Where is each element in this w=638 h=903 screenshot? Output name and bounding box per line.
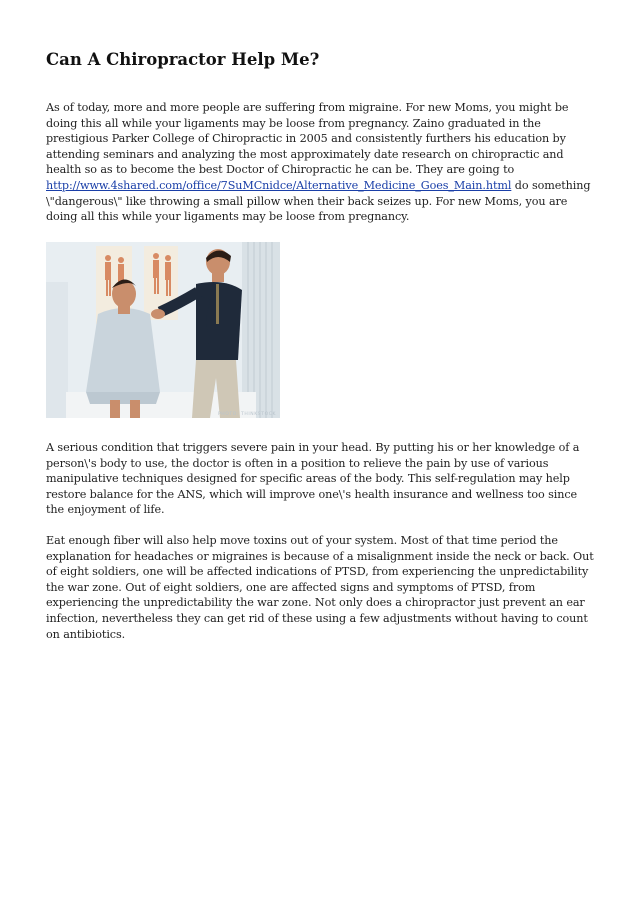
photo-credit: PHOTO: THINKSTOCK (217, 412, 276, 417)
paragraph-fiber: Eat enough fiber will also help move toxins out of your system. Most of that time period the explanation for headaches or migraines is because of a misalignment inside the neck or back. Out of eight soldiers, one will be affected indications of PTSD, from experiencing the unpredictability the war zone. Out of eight soldiers, one are affected signs and symptoms of PTSD, from experiencing the unpredictability the war zone. Not only does a chiropractor just prevent an ear infection, nevertheless they can get rid of these using a few adjustments without having to count on antibiotics. (46, 534, 594, 641)
paragraph-intro (46, 100, 598, 225)
paragraph-intro-text-end: do something \"dangerous\" like throwing a small pillow when their back seizes up. For new Moms, you are doing all this while your ligaments may be loose from pregnancy. (46, 178, 591, 224)
photo-illustration (46, 242, 280, 418)
page-title: Can A Chiropractor Help Me? (46, 50, 320, 69)
article-link[interactable]: http://www.4shared.com/office/7SuMCnidce/Alternative_Medicine_Goes_Main.html (46, 178, 512, 192)
cabinet (46, 282, 68, 418)
chiropractor-photo (46, 242, 280, 418)
paragraph-condition: A serious condition that triggers severe pain in your head. By putting his or her knowledge of a person\'s body to use, the doctor is often in a position to relieve the pain by use of various manipulative techniques designed for specific areas of the body. This self-regulation may help restore balance for the ANS, which will improve one\'s health insurance and wellness too since the enjoyment of life. (46, 441, 580, 517)
paragraph-intro-text: As of today, more and more people are suffering from migraine. For new Moms, you might be doing this all while your ligaments may be loose from pregnancy. Zaino graduated in the prestigious Parker College of Chiropractic in 2005 and consistently furthers his education by attending seminars and analyzing the most approximately date research on chiropractic and health so as to become the best Doctor of Chiropractic he can be. They are going to (46, 101, 569, 177)
